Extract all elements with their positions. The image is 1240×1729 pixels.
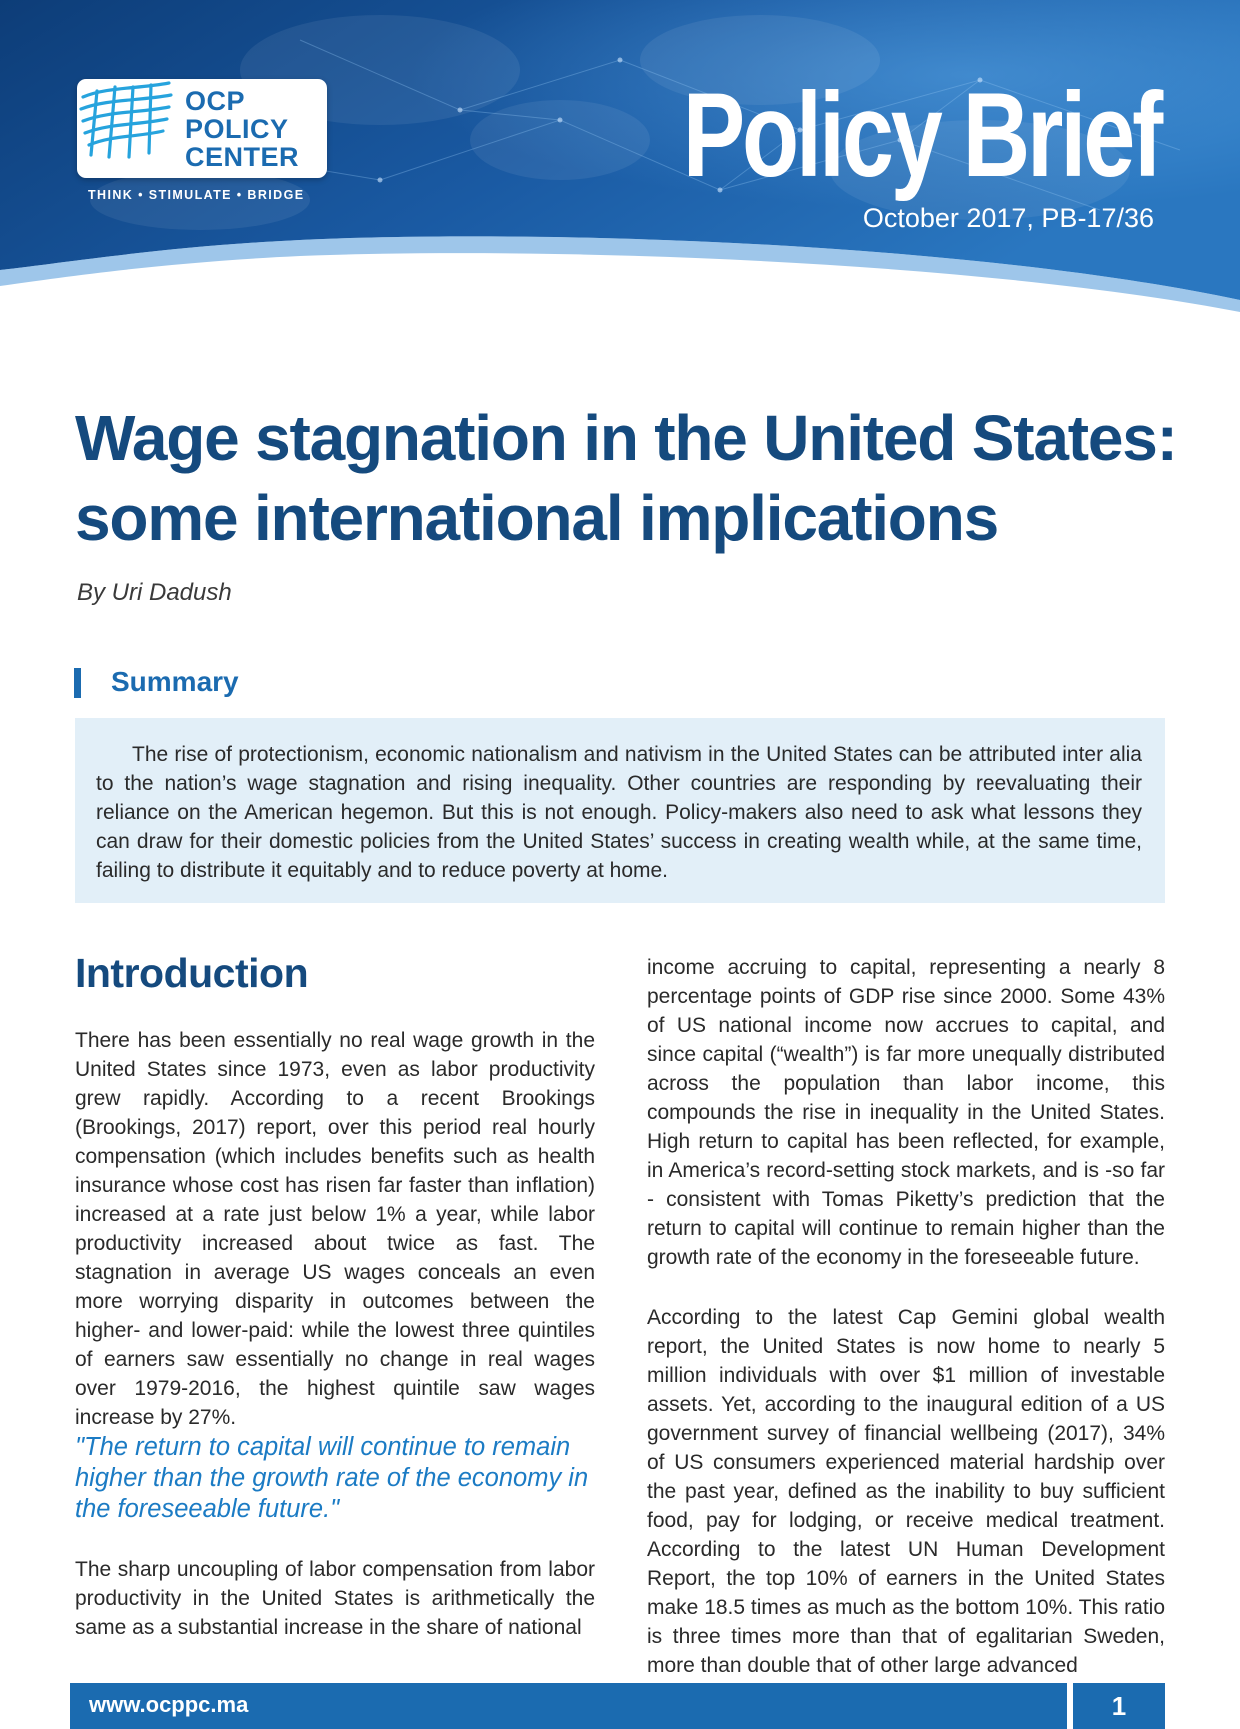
ocp-logo-mark-icon [77, 79, 177, 163]
pull-quote: "The return to capital will continue to remain higher than the growth rate of the economy in the foreseeable future." [75, 1433, 589, 1523]
logo-line: OCP [185, 86, 246, 116]
page-footer [70, 1683, 1165, 1729]
body-paragraph: There has been essentially no real wage growth in the United States since 1973, even as labor productivity grew rapidly. According to a recent Brookings (Brookings, 2017) report, over this period real hourly compensation (which includes benefits such as health insurance whose cost has risen far faster than inflation) increased at a rate just below 1% a year, while labor productivity increased about twice as fast. The stagnation in average US wages conceals an even more worrying disparity in outcomes between the higher- and lower-paid: while the lowest three quintiles of earners saw essentially no change in real wages over 1979-2016, the highest quintile saw wages increase by 27%. [75, 1029, 595, 1429]
author-byline: By Uri Dadush [77, 579, 232, 606]
page-number: 1 [1073, 1683, 1165, 1729]
summary-heading: Summary [111, 666, 239, 697]
logo-line: CENTER [185, 142, 300, 172]
header-banner [0, 0, 1240, 345]
body-paragraph: The sharp uncoupling of labor compensation from labor productivity in the United States is arithmetically the same as a substantial increase in the share of national [75, 1558, 595, 1639]
title-line-2: some international implications [75, 482, 998, 554]
page-title [75, 398, 1185, 558]
body-paragraph: According to the latest Cap Gemini global wealth report, the United States is now home to nearly 5 million individuals with over $1 million of investable assets. Yet, according to the inaugural edition of a US government survey of financial wellbeing (2017), 34% of US consumers experienced material hardship over the past year, defined as the inability to buy sufficient food, pay for lodging, or receive medical treatment. According to the latest UN Human Development Report, the top 10% of earners in the United States make 18.5 times as much as the bottom 10%. This ratio is three times more than that of egalitarian Sweden, more than double that of other large advanced [647, 1306, 1165, 1677]
ocp-logo [77, 79, 327, 178]
summary-text: The rise of protectionism, economic nationalism and nativism in the United States can be attributed inter alia to the nation’s wage stagnation and rising inequality. Other countries are responding by reevaluating their reliance on the American hegemon. But this is not enough. Policy-makers also need to ask what lessons they can draw for their domestic policies from the United States’ success in creating wealth while, at the same time, failing to distribute it equitably and to reduce poverty at home. [96, 743, 1142, 882]
document-type-title: Policy Brief [682, 68, 1160, 202]
logo-tagline: THINK • STIMULATE • BRIDGE [88, 188, 305, 202]
logo-line: POLICY [185, 114, 289, 144]
website-link[interactable]: www.ocppc.ma [89, 1692, 249, 1717]
logo-wordmark [185, 87, 325, 171]
summary-accent-bar [74, 668, 81, 698]
summary-box [75, 718, 1165, 903]
footer-bar [70, 1683, 1067, 1729]
body-paragraph: income accruing to capital, representing a nearly 8 percentage points of GDP rise since 2000. Some 43% of US national income now accrues to capital, and since capital (“wealth”) is far more unequally distributed across the population than labor income, this compounds the rise in inequality in the United States. High return to capital has been reflected, for example, in America’s record-setting stock markets, and is -so far - consistent with Tomas Piketty’s prediction that the return to capital will continue to remain higher than the growth rate of the economy in the foreseeable future. [647, 956, 1165, 1269]
title-line-1: Wage stagnation in the United States: [75, 402, 1177, 474]
introduction-heading: Introduction [75, 950, 309, 996]
document-date-reference: October 2017, PB-17/36 [862, 203, 1154, 233]
